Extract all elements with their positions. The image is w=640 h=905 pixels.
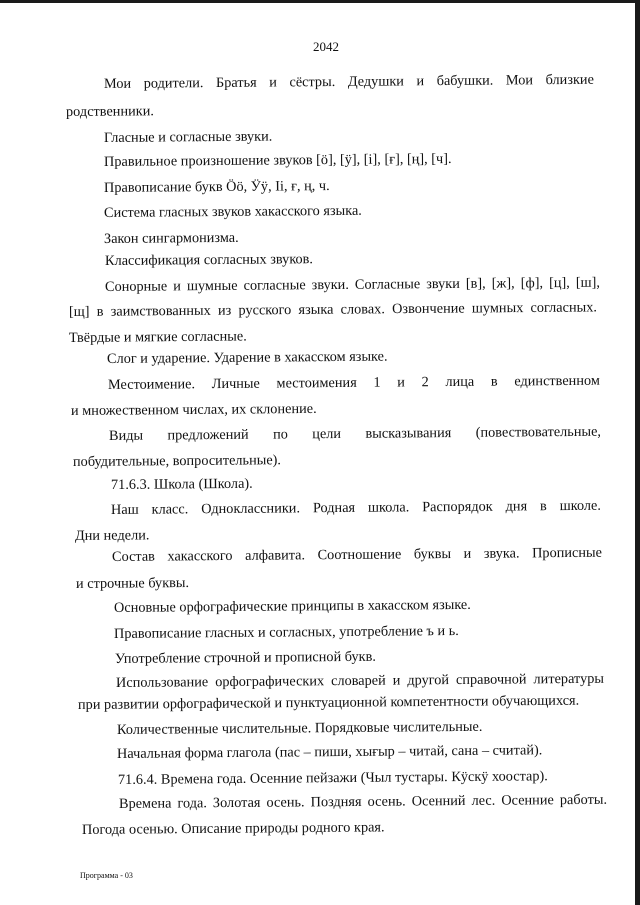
text-word: алфавита. — [245, 547, 306, 564]
text-word: согласных. — [530, 299, 598, 316]
text-line — [116, 671, 604, 692]
text-word: Поздняя — [310, 793, 362, 811]
text-word: и — [397, 374, 405, 391]
text-line: Основные орфографические принципы в хакасском языке. — [113, 596, 471, 616]
text-word: близкие — [545, 71, 594, 89]
text-line: Начальная форма глагола (пас – пиши, хығыр – читай, сана – считай). — [116, 742, 543, 762]
text-word: русского — [238, 302, 292, 319]
text-word: хакасского — [167, 547, 233, 565]
text-word: Наш — [110, 501, 139, 518]
text-word: Сонорные — [104, 278, 168, 295]
text-word: родители. — [143, 75, 204, 92]
text-word: Братья — [215, 74, 257, 92]
text-line — [105, 275, 600, 296]
text-word: звука. — [483, 545, 520, 562]
text-word: 2 — [421, 374, 429, 391]
text-word: года. — [177, 795, 207, 812]
text-word: 1 — [373, 374, 381, 391]
text-word: по — [272, 426, 288, 443]
text-word: Золотая — [212, 794, 261, 812]
text-line — [111, 498, 601, 519]
text-line: родственники. — [65, 103, 154, 120]
text-word: Личные — [211, 375, 260, 393]
text-word: словарей — [331, 672, 386, 690]
text-word: цели — [312, 425, 342, 443]
scan-edge-right — [635, 0, 640, 905]
text-line: и множественном числах, их склонение. — [70, 400, 317, 419]
text-word: работы. — [559, 791, 608, 809]
text-word: Соотношение — [317, 546, 402, 564]
text-word: [ш], — [575, 274, 601, 291]
text-word: школа. — [367, 499, 410, 516]
text-word: Распорядок — [422, 498, 493, 516]
text-word: литературы — [533, 670, 605, 688]
text-word: звуки — [426, 275, 460, 293]
text-word: местоимения — [276, 374, 357, 392]
text-word: и — [463, 545, 472, 562]
text-word: шумных — [471, 300, 524, 317]
text-word: высказывания — [365, 425, 452, 442]
text-word: Осенние — [501, 792, 554, 809]
text-line: Правописание гласных и согласных, употребление ъ и ь. — [113, 622, 459, 642]
text-word: бабушки. — [436, 72, 494, 90]
text-line: Слог и ударение. Ударение в хакасском языке. — [106, 348, 388, 367]
text-word: Озвончение — [392, 300, 465, 318]
text-word: буквы — [413, 546, 452, 563]
text-line: Закон сингармонизма. — [103, 229, 239, 247]
text-word: звуки. — [311, 276, 349, 294]
text-word: другой — [407, 672, 450, 689]
text-word: Осенний — [411, 792, 466, 810]
text-word: в — [539, 498, 547, 515]
text-word: Одноклассники. — [201, 500, 301, 518]
text-word: заимствованных — [110, 302, 211, 320]
text-word: справочной — [455, 671, 527, 689]
text-line — [69, 299, 597, 321]
text-word: [ц], — [549, 274, 570, 292]
text-word: [ф], — [520, 275, 544, 292]
text-line: Погода осенью. Описание природы родного края. — [81, 819, 385, 838]
text-line: Система гласных звуков хакасского языка. — [103, 202, 362, 221]
text-line: Правильное произношение звуков [ӧ], [ӱ], [і], [ғ], [ң], [ч]. — [103, 150, 452, 170]
text-line: Правописание букв Ӧӧ, Ӱӱ, Іі, ғ, ң, ч. — [103, 178, 330, 196]
text-word: сёстры. — [289, 73, 336, 91]
scan-edge-top — [0, 0, 640, 3]
text-word: Родная — [312, 499, 356, 517]
text-word: шумные — [186, 277, 238, 295]
text-line — [112, 545, 602, 566]
text-word: словах. — [340, 301, 385, 318]
text-word: осень. — [367, 793, 406, 810]
text-word: и — [173, 278, 181, 295]
text-word: дня — [505, 498, 528, 515]
page-number: 2042 — [313, 39, 339, 54]
text-line: 71.6.4. Времена года. Осенние пейзажи (Чыл тустары. Кӱскӱ хоостар). — [117, 768, 548, 788]
text-line: Твёрдые и мягкие согласные. — [68, 328, 247, 346]
text-word: и — [269, 74, 277, 91]
text-line: Дни недели. — [74, 527, 150, 544]
text-word: лес. — [471, 792, 496, 809]
text-word: Времена — [118, 795, 172, 812]
text-word: предложений — [167, 426, 249, 444]
text-word: из — [217, 302, 232, 319]
text-word: (повествовательные, — [475, 423, 602, 441]
text-word: Использование — [115, 674, 209, 691]
text-line — [109, 424, 601, 445]
text-word: Прописные — [531, 544, 602, 562]
text-word: орфографических — [215, 673, 325, 691]
text-word: языка — [298, 301, 334, 318]
text-word: Состав — [111, 548, 155, 565]
text-word: и — [416, 73, 425, 90]
text-line: Количественные числительные. Порядковые числительные. — [116, 718, 483, 738]
text-word: Местоимение. — [107, 376, 196, 393]
text-word: [в], — [465, 275, 486, 292]
text-line: 71.6.3. Школа (Школа). — [110, 475, 253, 493]
text-line — [108, 373, 600, 394]
text-word: согласные — [243, 277, 306, 294]
text-line: при развитии орфографической и пунктуационной компетентности обучающихся. — [77, 692, 580, 713]
footer-text: Программа - 03 — [80, 871, 133, 880]
text-word: класс. — [151, 501, 189, 518]
text-word: школе. — [559, 497, 602, 515]
text-line — [104, 72, 594, 93]
text-line: и строчные буквы. — [75, 575, 190, 592]
text-word: Дедушки — [347, 73, 404, 90]
text-word: Согласные — [354, 276, 421, 293]
text-line: Гласные и согласные звуки. — [103, 128, 273, 146]
text-word: [ж], — [491, 275, 515, 292]
text-word: единственном — [514, 372, 600, 390]
text-line: Употребление строчной и прописной букв. — [114, 648, 376, 667]
text-word: в — [96, 303, 104, 320]
text-word: и — [392, 672, 401, 689]
text-line: побудительные, вопросительные). — [72, 452, 282, 470]
text-word: Мои — [505, 72, 534, 89]
text-word: осень. — [266, 794, 305, 811]
text-word: Мои — [103, 75, 132, 92]
text-word: Виды — [108, 427, 144, 444]
text-word: в — [490, 373, 498, 390]
text-word: лица — [445, 373, 475, 391]
text-line — [119, 792, 607, 813]
text-word: [щ] — [68, 303, 90, 320]
text-line: Классификация согласных звуков. — [104, 251, 314, 269]
